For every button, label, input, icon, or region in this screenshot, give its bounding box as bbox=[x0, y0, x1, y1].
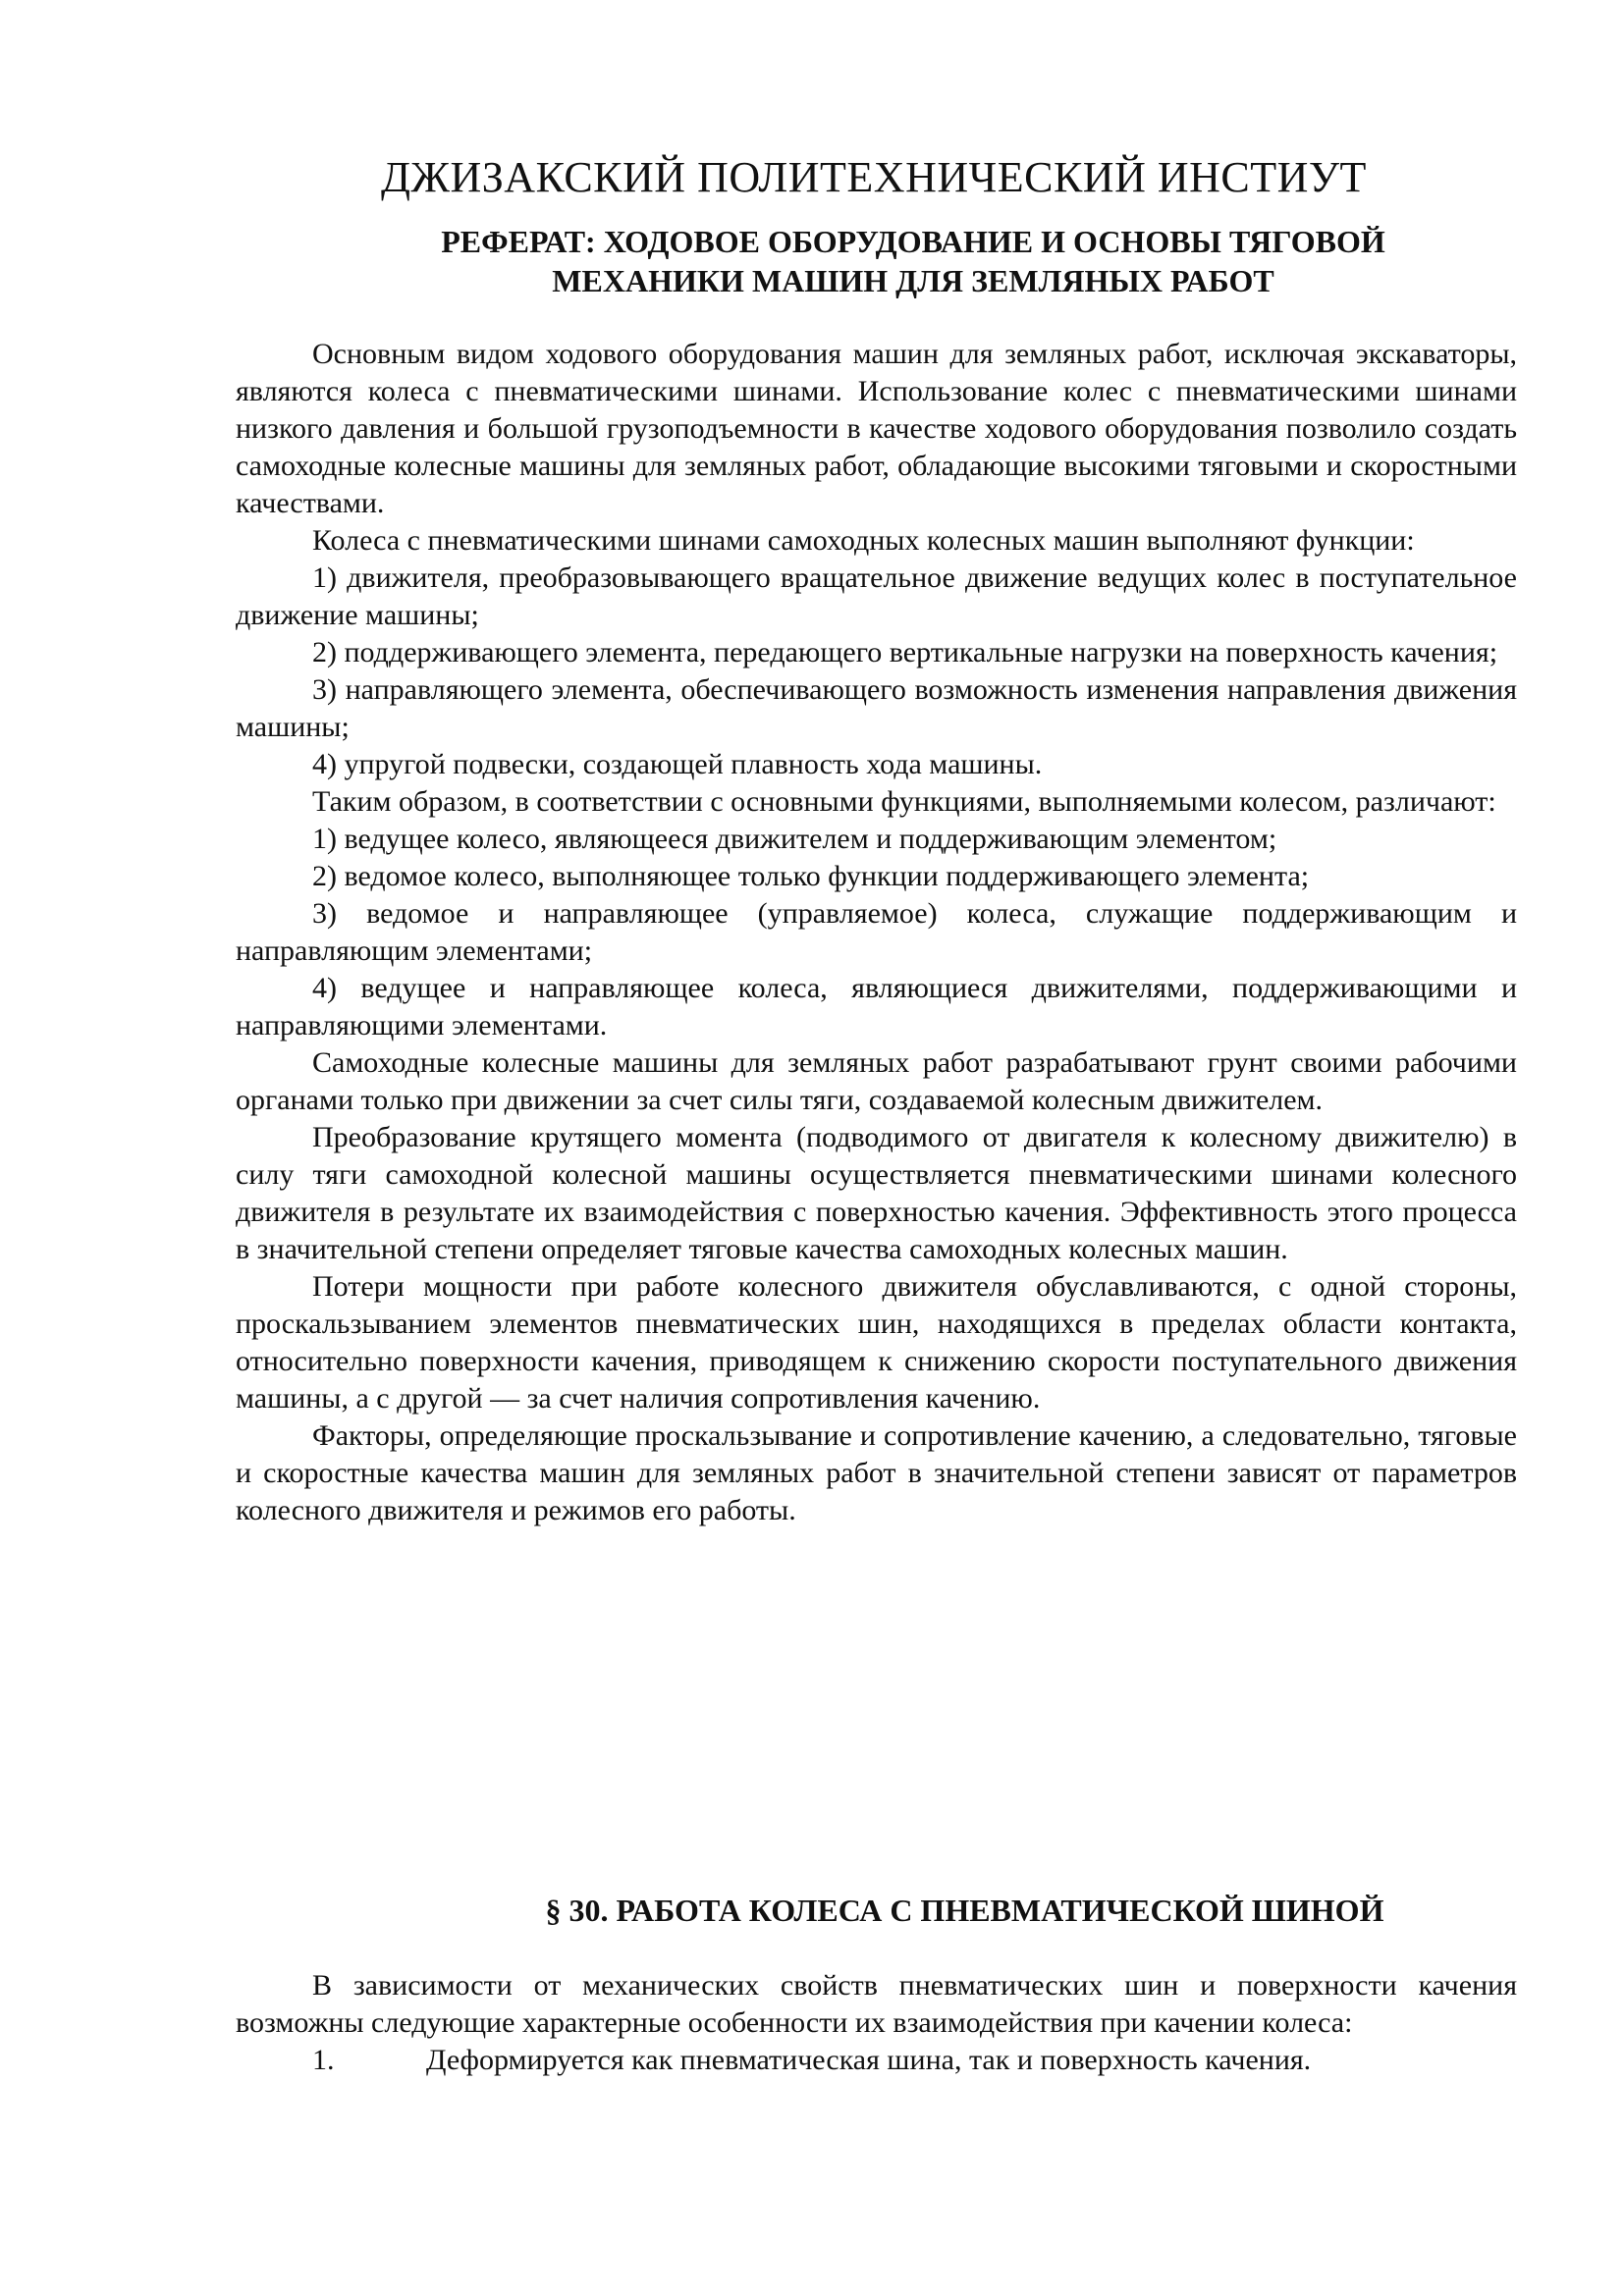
function-item-4: 4) упругой подвески, создающей плавность хода машины. bbox=[312, 748, 1043, 780]
wheel-type-item-1: 1) ведущее колесо, являющееся движителем и поддерживающим элементом; bbox=[312, 823, 1277, 855]
abstract-body bbox=[236, 336, 1517, 1529]
item-number: 1. bbox=[312, 2044, 335, 2076]
title-line-1: РЕФЕРАТ: ХОДОВОЕ ОБОРУДОВАНИЕ И ОСНОВЫ ТЯГОВОЙ bbox=[441, 224, 1385, 259]
document-title bbox=[373, 222, 1453, 300]
wheel-type-item-4: 4) ведущее и направляющее колеса, являющиеся движителями, поддерживающими и направляющими элементами. bbox=[236, 972, 1517, 1041]
paragraph-traction: Самоходные колесные машины для земляных работ разрабатывают грунт своими рабочими органами только при движении за счет силы тяги, создаваемой колесным движителем. bbox=[236, 1046, 1517, 1116]
function-item-1: 1) движителя, преобразовывающего вращательное движение ведущих колес в поступательное движение машины; bbox=[236, 561, 1517, 631]
title-line-2: МЕХАНИКИ МАШИН ДЛЯ ЗЕМЛЯНЫХ РАБОТ bbox=[552, 263, 1274, 298]
paragraph-functions-lead: Колеса с пневматическими шинами самоходных колесных машин выполняют функции: bbox=[312, 524, 1415, 557]
paragraph-intro: Основным видом ходового оборудования машин для земляных работ, исключая экскаваторы, являются колеса с пневматическими шинами. Использование колес с пневматическими шинами низкого давления и большой грузоподъемности в качестве ходового оборудования позволило создать самоходные колесные машины для земляных работ, обладающие высокими тяговыми и скоростными качествами. bbox=[236, 338, 1517, 519]
paragraph-classification-lead: Таким образом, в соответствии с основными функциями, выполняемыми колесом, различают: bbox=[312, 785, 1496, 818]
paragraph-factors: Факторы, определяющие проскальзывание и сопротивление качению, а следовательно, тяговые и скоростные качества машин для земляных работ в значительной степени зависят от параметров колесного движителя и режимов его работы. bbox=[236, 1419, 1517, 1526]
numbered-item-1 bbox=[236, 2042, 1517, 2079]
wheel-type-item-3: 3) ведомое и направляющее (управляемое) колеса, служащие поддерживающим и направляющим элементами; bbox=[236, 897, 1517, 967]
section-heading: § 30. РАБОТА КОЛЕСА С ПНЕВМАТИЧЕСКОЙ ШИНОЙ bbox=[545, 1893, 1384, 1928]
paragraph-torque-conversion: Преобразование крутящего момента (подводимого от двигателя к колесному движителю) в силу тяги самоходной колесной машины осуществляется пневматическими шинами колесного движителя в результате их взаимодействия с поверхностью качения. Эффективность этого процесса в значительной степени определяет тяговые качества самоходных колесных машин. bbox=[236, 1121, 1517, 1265]
section-body bbox=[236, 1967, 1517, 2079]
function-item-2: 2) поддерживающего элемента, передающего вертикальные нагрузки на поверхность качения; bbox=[312, 636, 1498, 668]
function-item-3: 3) направляющего элемента, обеспечивающего возможность изменения направления движения машины; bbox=[236, 673, 1517, 743]
item-text: Деформируется как пневматическая шина, так и поверхность качения. bbox=[426, 2044, 1312, 2076]
paragraph-power-losses: Потери мощности при работе колесного движителя обуславливаются, с одной стороны, проскальзыванием элементов пневматических шин, находящихся в пределах области контакта, относительно поверхности качения, приводящем к снижению скорости поступательного движения машины, а с другой — за счет наличия сопротивления качению. bbox=[236, 1270, 1517, 1415]
institute-name: ДЖИЗАКСКИЙ ПОЛИТЕХНИЧЕСКИЙ ИНСТИУТ bbox=[381, 153, 1367, 201]
section-intro: В зависимости от механических свойств пневматических шин и поверхности качения возможны следующие характерные особенности их взаимодействия при качении колеса: bbox=[236, 1969, 1517, 2039]
wheel-type-item-2: 2) ведомое колесо, выполняющее только функции поддерживающего элемента; bbox=[312, 860, 1310, 892]
